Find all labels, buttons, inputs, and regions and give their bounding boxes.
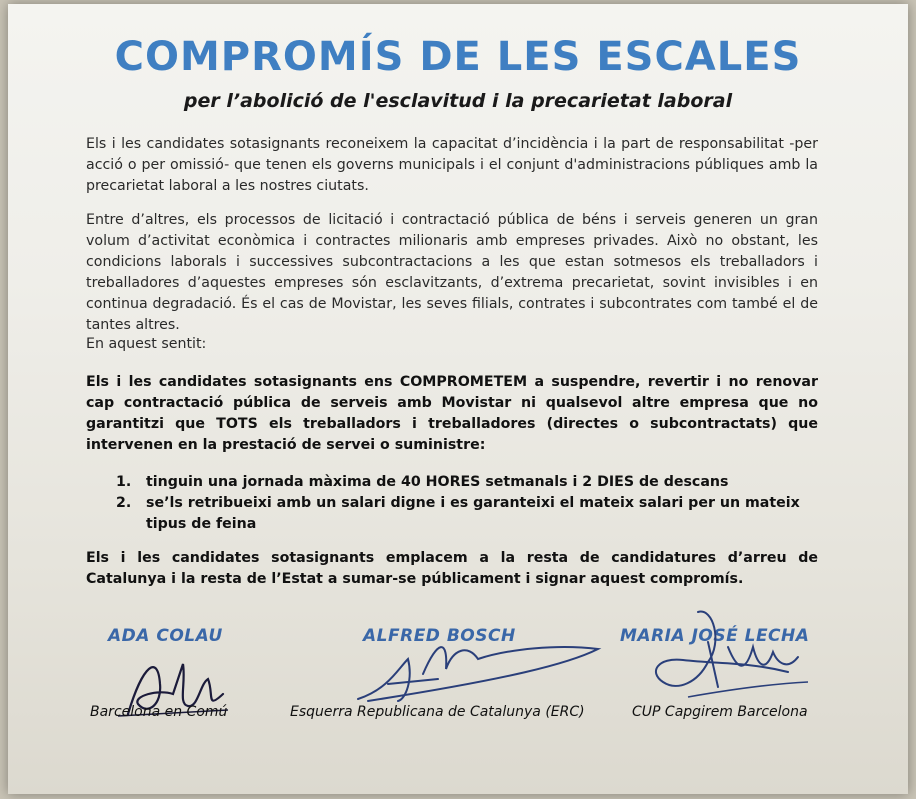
list-item-number: 2. [116,495,132,511]
list-item-number: 1. [116,474,132,490]
list-item-text: se’ls retribueixi amb un salari digne i es garanteixi el mateix salari per un mateix tipus de feina [146,495,800,532]
document-title: COMPROMÍS DE LES ESCALES [114,34,802,80]
signature-3 [638,602,818,707]
signatory-org-2: Esquerra Republicana de Catalunya (ERC) [290,704,585,720]
signatory-name-1: ADA COLAU [108,626,223,646]
signatory-name-2: ALFRED BOSCH [363,626,516,646]
document-subtitle: per l’abolició de l'esclavitud i la precarietat laboral [183,90,733,112]
list-item-text: tinguin una jornada màxima de 40 HORES setmanals i 2 DIES de descans [146,474,729,490]
paragraph-commitment: Els i les candidates sotasignants ens COMPROMETEM a suspendre, revertir i no renovar cap contractació pública de serveis amb Movistar ni qualsevol altre empresa que no garantitzi que TOTS els treballadors i treballadores (directes o subcontractats) que intervenen en la prestació de servei o suministre: [86,374,818,453]
signatory-org-1: Barcelona en Comú [90,704,228,720]
paragraph-closing: Els i les candidates sotasignants emplacem a la resta de candidatures d’arreu de Catalunya i la resta de l’Estat a sumar-se públicament i signar aquest compromís. [86,550,818,587]
paragraph-1: Els i les candidates sotasignants reconeixem la capacitat d’incidència i la part de responsabilitat -per acció o per omissió- que tenen els governs municipals i el conjunt d'administracions públiques amb la precarietat laboral a les nostres ciutats. [86,136,818,194]
commitment-list [116,472,816,535]
list-item [116,493,816,535]
signatory-org-3: CUP Capgirem Barcelona [632,704,808,720]
document-page [8,4,908,794]
signature-2 [328,629,618,709]
paragraph-3: En aquest sentit: [86,336,207,352]
list-item [116,472,816,493]
signatory-name-3: MARIA JOSÉ LECHA [620,626,810,646]
paragraph-2: Entre d’altres, els processos de licitació i contractació pública de béns i serveis generen un gran volum d’activitat econòmica i contractes milionaris amb empreses privades. Això no obstant, les condicions laborals i successives subcontractacions a les que estan sotmesos els treballadors i treballadores d’aquestes empreses són esclavitzants, d’extrema precarietat, sovint invisibles i en continua degradació. És el cas de Movistar, les seves filials, contrates i subcontrates com també el de tantes altres. [86,212,818,333]
